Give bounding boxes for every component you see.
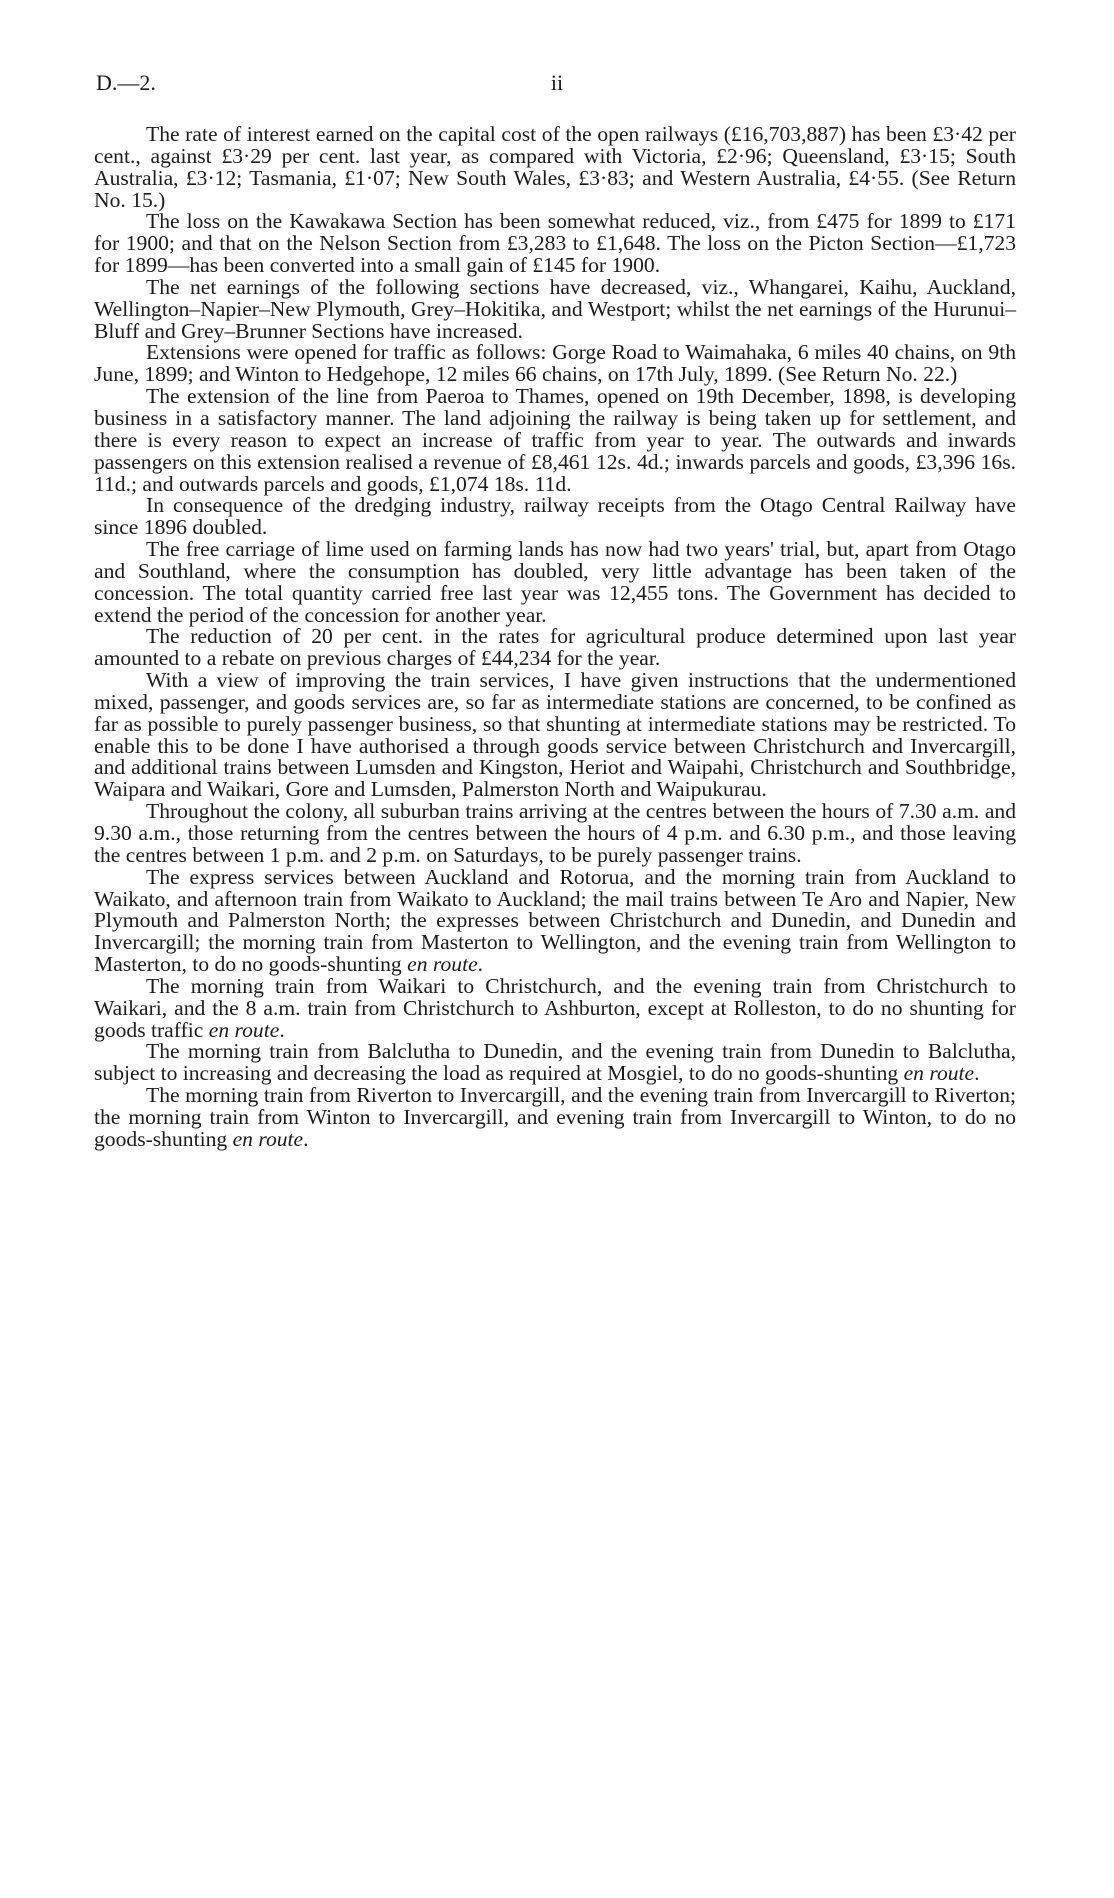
paragraph-end: . bbox=[279, 1017, 285, 1042]
paragraph-balclutha-dunedin bbox=[94, 1041, 1016, 1085]
paragraph-rate-reduction: The reduction of 20 per cent. in the rates for agricultural produce determined upon last year amounted to a rebate on previous charges of £44,234 for the year. bbox=[94, 624, 1016, 671]
paragraph-express-services bbox=[94, 864, 1016, 977]
paragraph-lime-carriage: The free carriage of lime used on farming lands has now had two years' trial, but, apart from Otago and Southland, where the consumption has doubled, very little advantage has been taken of the concession. The total quantity carried free last year was 12,455 tons. The Government has decided to extend the period of the concession for another year. bbox=[94, 537, 1016, 627]
document-reference: D.—2. bbox=[96, 70, 156, 95]
italic-phrase: en route bbox=[407, 952, 478, 977]
paragraph-section-losses: The loss on the Kawakawa Section has been somewhat reduced, viz., from £475 for 1899 to £171 for 1900; and that on the Nelson Section from £3,283 to £1,648. The loss on the Picton Section—£1,723 for 1899—has been converted into a small gain of £145 for 1900. bbox=[94, 209, 1016, 278]
paragraph-waikari-christchurch bbox=[94, 973, 1016, 1042]
paragraph-end: . bbox=[974, 1061, 980, 1086]
paragraph-text: The morning train from Waikari to Christchurch, and the evening train from Christchurch to Waikari, and the 8 a.m. train from Christchurch to Ashburton, except at Rolleston, to do no shunting for goods traffic bbox=[94, 973, 1016, 1042]
italic-phrase: en route bbox=[208, 1017, 280, 1042]
paragraph-text: The morning train from Riverton to Invercargill, and the evening train from Invercargill to Riverton; the morning train from Winton to Invercargill, and evening train from Invercargill to Winton, to do no goods-shunting bbox=[94, 1083, 1016, 1151]
paragraph-paeroa-thames: The extension of the line from Paeroa to Thames, opened on 19th December, 1898, is developing business in a satisfactory manner. The land adjoining the railway is being taken up for settlement, and there is every reason to expect an increase of traffic from year to year. The outwards and inwards passengers on this extension realised a revenue of £8,461 12s. 4d.; inwards parcels and goods, £3,396 16s. 11d.; and outwards parcels and goods, £1,074 18s. 11d. bbox=[94, 384, 1016, 496]
paragraph-net-earnings: The net earnings of the following sections have decreased, viz., Whangarei, Kaihu, Auckland, Wellington–Napier–New Plymouth, Grey–Hokitika, and Westport; whilst the net earnings of the Hurunui–Bluff and Grey–Brunner Sections have increased. bbox=[94, 274, 1016, 343]
document-body bbox=[94, 124, 1016, 1151]
paragraph-text: The morning train from Balclutha to Dunedin, and the evening train from Dunedin to Balclutha, subject to increasing and decreasing the load as required at Mosgiel, to do no goods-shunting bbox=[94, 1039, 1016, 1086]
page-number: ii bbox=[550, 70, 564, 95]
page-header bbox=[96, 70, 1018, 100]
paragraph-extensions: Extensions were opened for traffic as follows: Gorge Road to Waimahaka, 6 miles 40 chains, on 9th June, 1899; and Winton to Hedgehope, 12 miles 66 chains, on 17th July, 1899. (See Return No. 22.) bbox=[94, 340, 1016, 387]
italic-phrase: en route bbox=[903, 1061, 975, 1086]
paragraph-otago-central: In consequence of the dredging industry, railway receipts from the Otago Central Railway have since 1896 doubled. bbox=[94, 493, 1016, 540]
italic-phrase: en route bbox=[232, 1126, 304, 1151]
paragraph-end: . bbox=[303, 1126, 309, 1151]
paragraph-text: The express services between Auckland and Rotorua, and the morning train from Auckland to Waikato, and afternoon train from Waikato to Auckland; the mail trains between Te Aro and Napier, New Plymouth and Palmerston North; the expresses between Christchurch and Dunedin, and Dunedin and Invercargill; the morning train from Masterton to Wellington, and the evening train from Wellington to Masterton, to do no goods-shunting bbox=[94, 864, 1016, 977]
paragraph-end: . bbox=[477, 952, 484, 977]
paragraph-riverton-invercargill bbox=[94, 1085, 1016, 1151]
paragraph-suburban-trains: Throughout the colony, all suburban trains arriving at the centres between the hours of 7.30 a.m. and 9.30 a.m., those returning from the centres between the hours of 4 p.m. and 6.30 p.m., and those leaving the centres between 1 p.m. and 2 p.m. on Saturdays, to be purely passenger trains. bbox=[94, 799, 1016, 867]
paragraph-train-services: With a view of improving the train services, I have given instructions that the undermentioned mixed, passenger, and goods services are, so far as intermediate stations are concerned, to be confined as far as possible to purely passenger business, so that shunting at intermediate stations may be restricted. To enable this to be done I have authorised a through goods service between Christchurch and Invercargill, and additional trains between Lumsden and Kingston, Heriot and Waipahi, Christchurch and Southbridge, Waipara and Waikari, Gore and Lumsden, Palmerston North and Waipukurau. bbox=[94, 668, 1016, 802]
paragraph-interest-rate: The rate of interest earned on the capital cost of the open railways (£16,703,887) has been £3·42 per cent., against £3·29 per cent. last year, as compared with Victoria, £2·96; Queensland, £3·15; South Australia, £3·12; Tasmania, £1·07; New South Wales, £3·83; and Western Australia, £4·55. (See Return No. 15.) bbox=[94, 122, 1016, 212]
